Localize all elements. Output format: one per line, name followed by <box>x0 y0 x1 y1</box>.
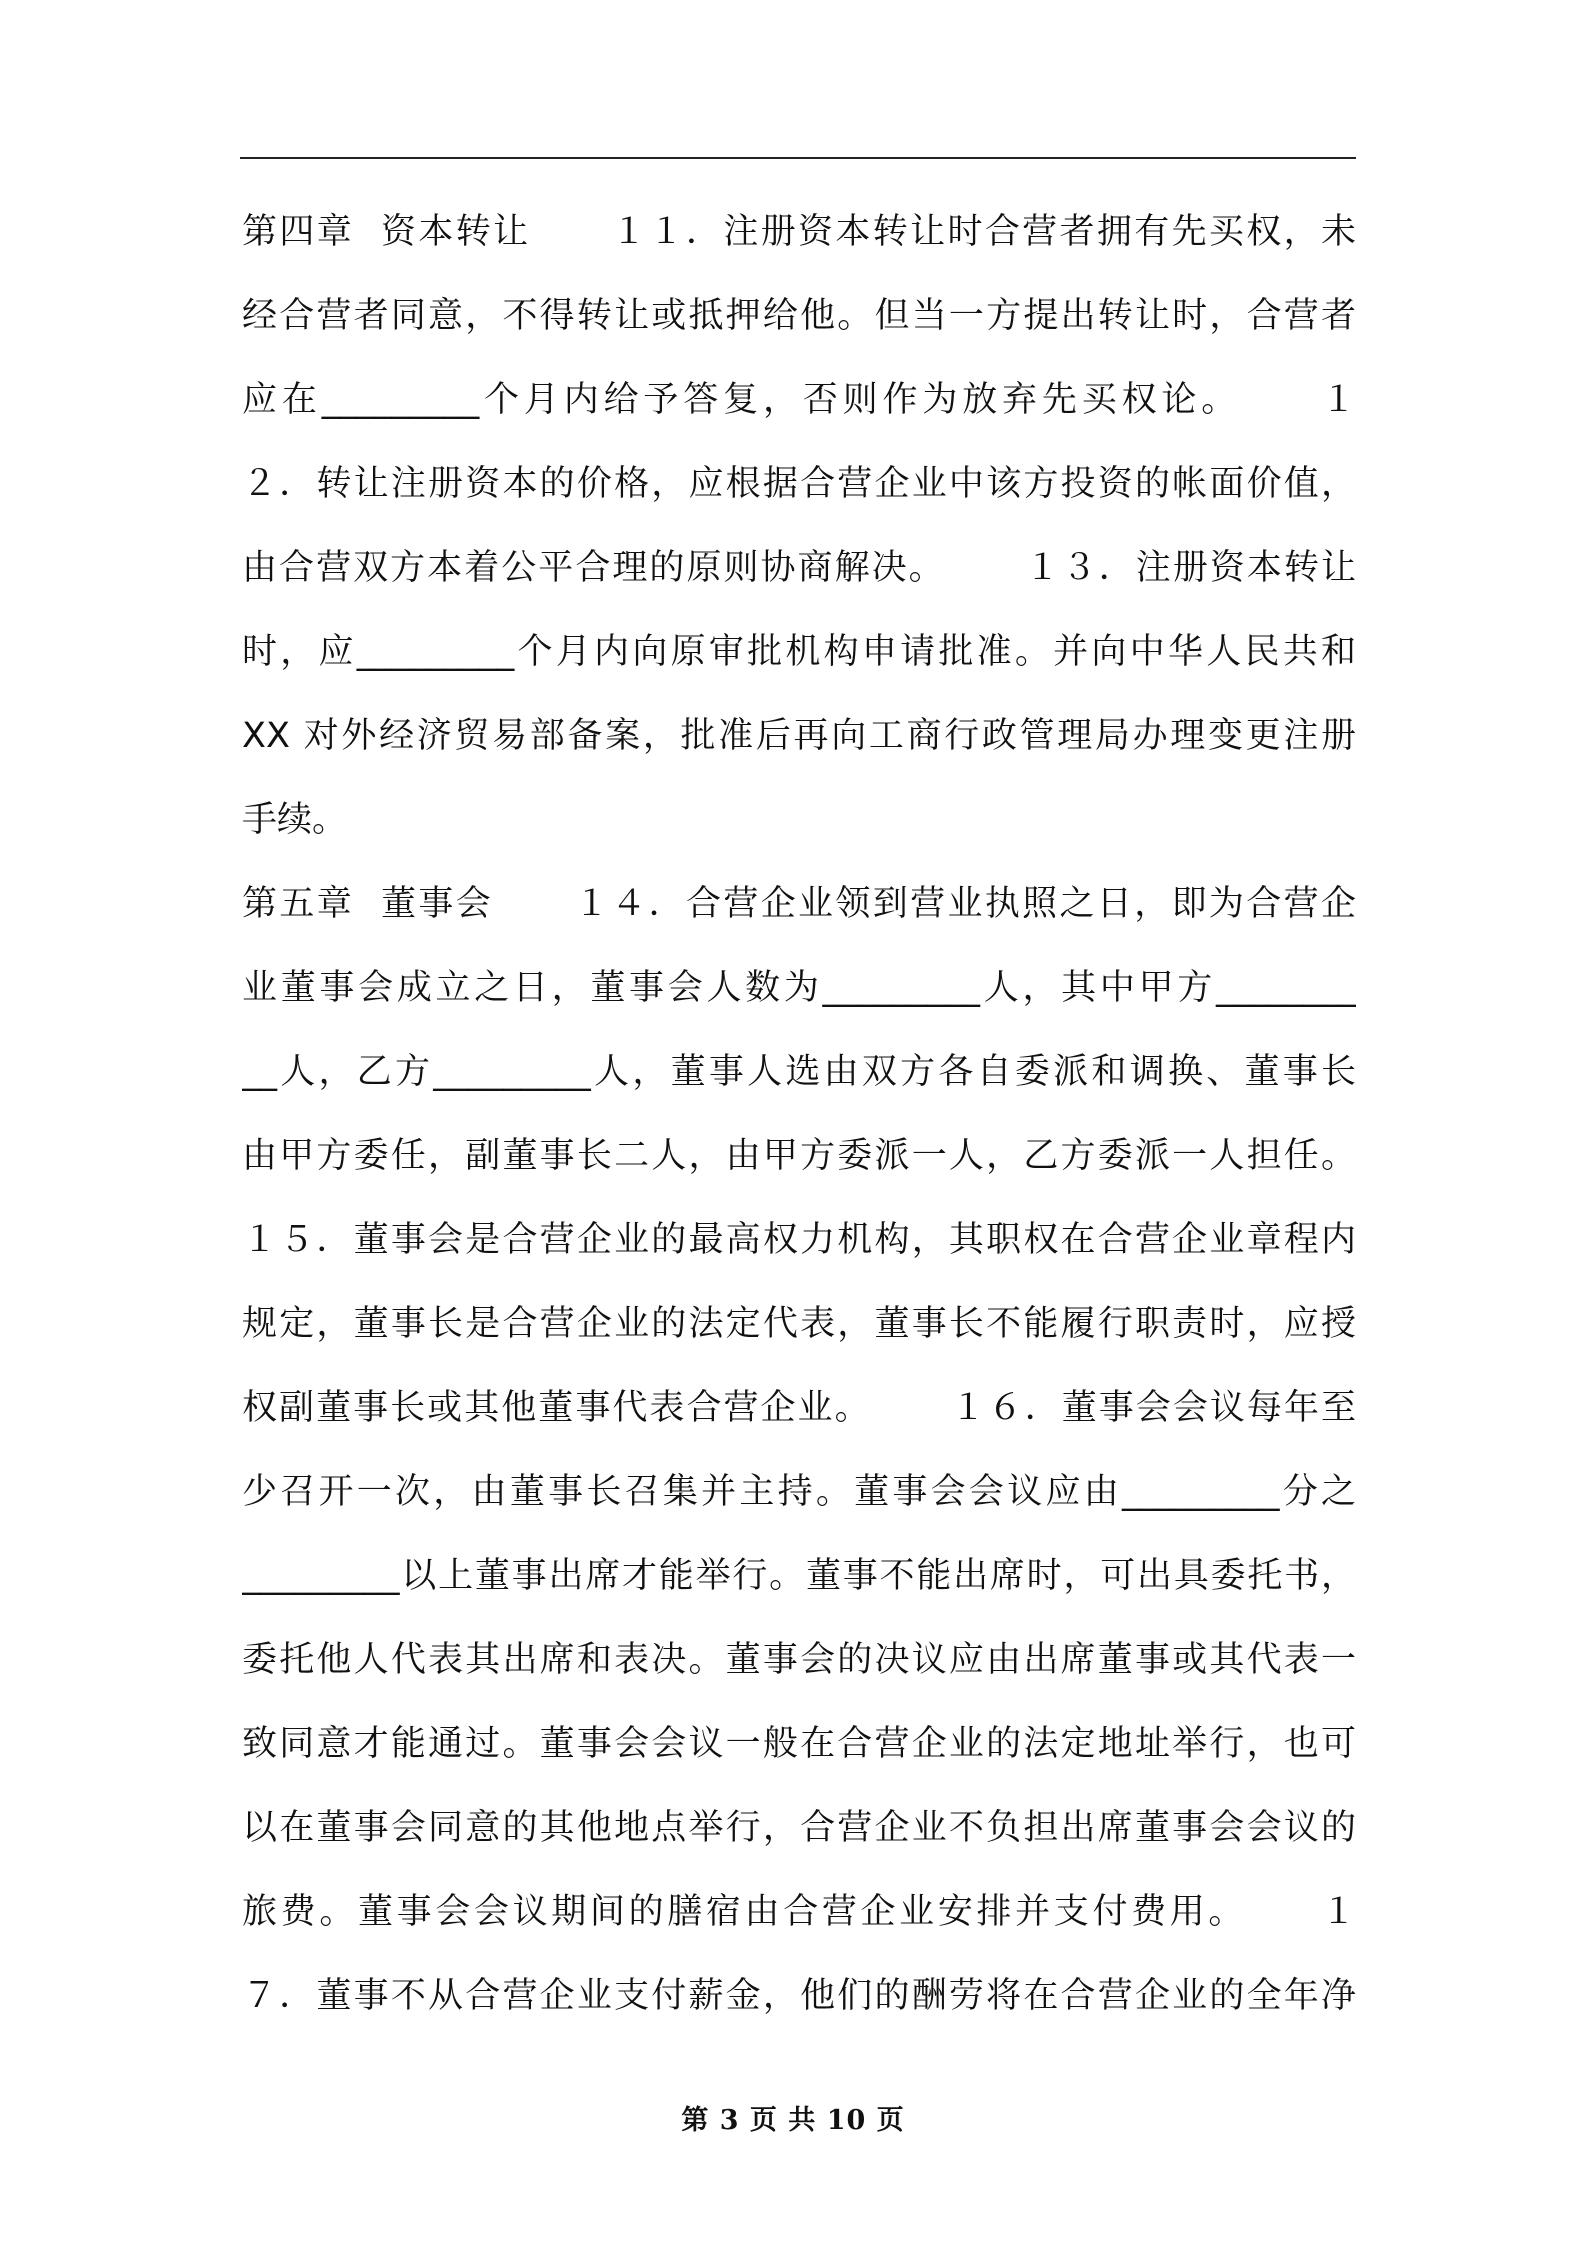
body-line: 致同意才能通过。董事会会议一般在合营企业的法定地址举行，也可 <box>242 1724 1356 1764</box>
body-line: 少召开一次，由董事长召集并主持。董事会会议应由_________分之 <box>242 1472 1356 1512</box>
body-line: 规定，董事长是合营企业的法定代表，董事长不能履行职责时，应授 <box>242 1304 1356 1344</box>
body-line: XX 对外经济贸易部备案，批准后再向工商行政管理局办理变更注册 <box>242 716 1356 756</box>
body-line: 权副董事长或其他董事代表合营企业。 １６．董事会会议每年至 <box>242 1388 1356 1428</box>
body-line: 第四章 资本转让 １１．注册资本转让时合营者拥有先买权，未 <box>242 212 1356 252</box>
body-line: 第五章 董事会 １４．合营企业领到营业执照之日，即为合营企 <box>242 884 1356 924</box>
header-rule <box>240 157 1356 159</box>
body-line: 由合营双方本着公平合理的原则协商解决。 １３．注册资本转让 <box>242 548 1356 588</box>
body-line: 旅费。董事会会议期间的膳宿由合营企业安排并支付费用。 １ <box>242 1892 1356 1932</box>
body-line: 手续。 <box>242 800 348 840</box>
body-line: _________以上董事出席才能举行。董事不能出席时，可出具委托书， <box>242 1556 1356 1596</box>
body-line: 以在董事会同意的其他地点举行，合营企业不负担出席董事会会议的 <box>242 1808 1356 1848</box>
page-number: 第 3 页 共 10 页 <box>681 2105 905 2136</box>
body-line: 经合营者同意，不得转让或抵押给他。但当一方提出转让时，合营者 <box>242 296 1356 336</box>
document-body <box>242 190 1356 2038</box>
body-line: ７．董事不从合营企业支付薪金，他们的酬劳将在合营企业的全年净 <box>242 1976 1356 2016</box>
body-line: ２．转让注册资本的价格，应根据合营企业中该方投资的帐面价值， <box>242 464 1356 504</box>
body-line: １５．董事会是合营企业的最高权力机构，其职权在合营企业章程内 <box>242 1220 1356 1260</box>
body-line: 应在_________个月内给予答复，否则作为放弃先买权论。 １ <box>242 380 1356 420</box>
page-footer <box>0 2098 1586 2137</box>
body-line: 由甲方委任，副董事长二人，由甲方委派一人，乙方委派一人担任。 <box>242 1136 1356 1176</box>
body-line: 委托他人代表其出席和表决。董事会的决议应由出席董事或其代表一 <box>242 1640 1356 1680</box>
body-line: 时，应_________个月内向原审批机构申请批准。并向中华人民共和 <box>242 632 1356 672</box>
body-line: __人，乙方_________人，董事人选由双方各自委派和调换、董事长 <box>242 1052 1356 1092</box>
body-line: 业董事会成立之日，董事会人数为_________人，其中甲方________ <box>242 968 1356 1008</box>
